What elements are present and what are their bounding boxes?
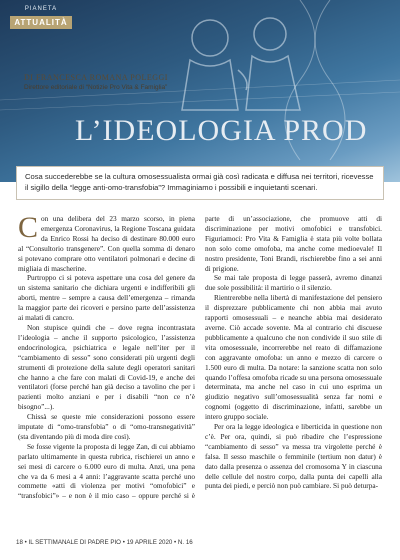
- arm-link: [238, 70, 247, 90]
- lead-text: Cosa succederebbe se la cultura omosessualista ormai già così radicata e diffusa nei territori, ricevesse il sigillo della “legge anti-omo-transfobia”? Immaginiamo i possibili e inquietanti scenari.: [25, 172, 374, 192]
- article-title: L’IDEOLOGIA PROD: [75, 114, 368, 147]
- badge-small-label: PIANETA: [24, 6, 58, 12]
- paragraph-text: on una delibera del 23 marzo scorso, in piena emergenza Coronavirus, la Regione Toscana guidata da Enrico Rossi ha deciso di destinare 80.000 euro al “Consultorio transgenere”. Con quella somma di denaro si potevano comprare otto ventilatori polmonari e decine di migliaia di mascherine.: [18, 214, 195, 273]
- paragraph: Se fosse vigente la proposta di legge Zan, di cui abbiamo parlato ultimamente in questa rubrica, rischierei un anno e sei mesi di carcere o 6.000 euro di multa. Anzi, una pena che va da 6 mesi a 4 anni: l’aggravante scatta perché uno commette «atti di violenza per motivi “omofobici” e “transfobici”» – e non è il mio caso – oppure perché si è parte di un’associazione, che promuove atti di discriminazione per motivi omofobici e transfobici. Figuriamoci: Pro Vita & Famiglia è stata più volte bollata non solo come omofoba, ma anche come medioevale! Il nostro presidente, Toni Brandi, rischierebbe fino a sei anni di prigione.: [18, 214, 382, 501]
- byline: [24, 73, 204, 91]
- author-name: DI FRANCESCA ROMANA POLEGGI: [24, 73, 168, 82]
- paragraph: [18, 214, 195, 273]
- badge-section-label: ATTUALITÀ: [10, 16, 71, 29]
- paragraph: Rientrerebbe nella libertà di manifestazione del pensiero il disprezzare pubblicamente chi non abbia mai avuto rapporti omosessuali – e neanche abbia mai desiderato averne. Ciò accade sovente. Ma al contrario chi discuese pubblicamente a qualcuno che non condivide il suo stile di vita omosessuale, incorrerebbe nel reato di diffamazione con aggravante omofoba: un anno e mezzo di carcere o 1.500 euro di multa. Da notare: la sanzione scatta non solo quando l’offesa omofoba ricade su una persona omosessuale determinata, ma anche nel caso in cui uno esprima un giudizio negativo sull’omosessualità senza far nomi e cognomi (oggetto di discriminazione, infatti, sarebbe un intero gruppo sociale.: [205, 293, 382, 422]
- section-badge: [6, 6, 76, 30]
- article-body: [18, 214, 382, 530]
- figure-silhouettes: [182, 18, 300, 110]
- paragraph: Chissà se queste mie considerazioni possono essere imputate di “omo-transfobia” o di “omo-transnegatività” (sta diventando più di moda dire così).: [18, 412, 195, 441]
- hero-image: [0, 0, 400, 182]
- lead-box: [16, 166, 384, 200]
- paragraph: Purtroppo ci si poteva aspettare una cosa del genere da un sistema sanitario che dichiara urgenti e indifferibili gli aborti, mentre – sempre a causa dell’emergenza – rimanda la maggior parte dei ricoveri e persino parte dell’assistenza ai malati di cancro.: [18, 273, 195, 323]
- author-role: Direttore editoriale di “Notizie Pro Vita & Famiglia”: [24, 84, 168, 91]
- paragraph: Non stupisce quindi che – dove regna incontrastata l’ideologia – anche il supporto psicologico, l’assistenza endocrinologica, psichiatrica e legale nell’iter per il “cambiamento di sesso” sono considerati più urgenti degli strumenti di protezione della salute degli operatori sanitari che hanno a che fare con malati di Covid-19, e anche dei ventilatori (forse perché han già deciso a tavolino che per i pazienti molto anziani e per i disabili “non ce n’è bisogno”...).: [18, 322, 195, 412]
- drop-cap: C: [18, 214, 39, 244]
- page-footer: 18 • IL SETTIMANALE DI PADRE PIO • 19 APRILE 2020 • N. 16: [16, 539, 193, 546]
- torso-right: [246, 56, 300, 110]
- paragraph: Per ora la legge ideologica e liberticida in questione non c’è. Per ora, quindi, si può ribadire che l’espressione “cambiamento di sesso” va messa tra virgolette perché è falsa. Il sesso maschile o femminile (tertium non datur) è dato dalla presenza o assenza del cromosoma Y in ciascuna delle cellule del nostro corpo, dalla punta dei capelli alla punta dei piedi, e perciò non può cambiare. Si può deturpa-: [205, 422, 382, 491]
- head-left: [192, 20, 228, 56]
- head-right: [254, 18, 286, 50]
- paragraph: Se mai tale proposta di legge passerà, avremo dinanzi due sole possibilità: il martirio o il silenzio.: [205, 273, 382, 293]
